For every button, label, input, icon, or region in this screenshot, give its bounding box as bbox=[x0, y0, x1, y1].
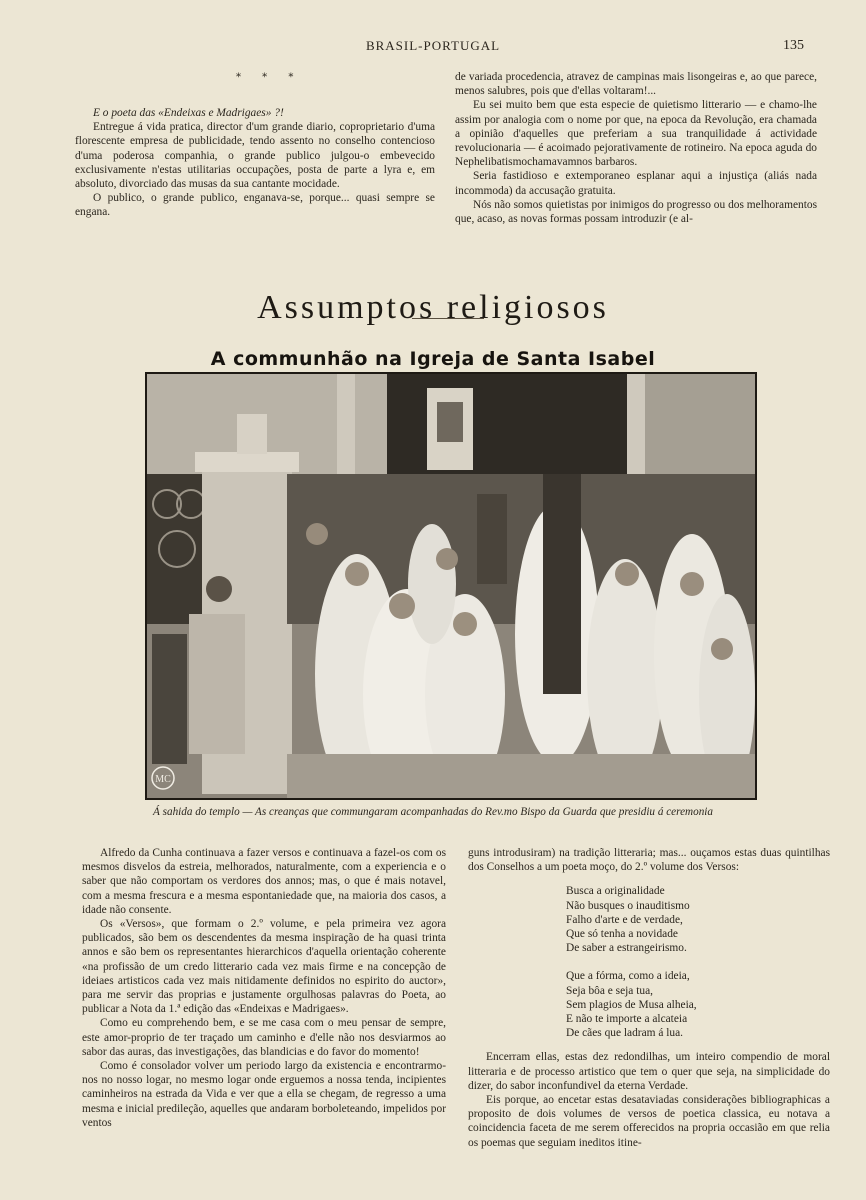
poem-verse: Que só tenha a novidade bbox=[566, 928, 678, 941]
paragraph: Seria fastidioso e extemporaneo esplanar aqui a injustiça (aliás nada incommoda) da accusação gratuita. bbox=[455, 170, 817, 197]
paragraph: de variada procedencia, atravez de campinas mais lisongeiras e, ao que parece, menos salubres, pois que d'ellas voltaram!... bbox=[455, 71, 817, 98]
church-exit-photograph bbox=[145, 372, 757, 800]
paragraph: Eu sei muito bem que esta especie de quietismo litterario — e chamo-lhe assim por analogia com o nome por que, na epoca da Revolução, era chamada a opinião d'aquelles que preferiam a sua tranquilidade á actividade revolucionaria — é acoimado pejorativamente de rotineiro. Na epoca aguda do Nephelibatismochamavamnos barbaros. bbox=[455, 99, 817, 169]
paragraph: Alfredo da Cunha continuava a fazer versos e continuava a fazel-os com os mesmos disvelos da estreia, melhorados, naturalmente, com a experiencia e o saber que não comportam os verdores dos annos; mas, o que é mais notavel, com a mesma frescura e a mesma espontaniedade que, na maioria dos casos, a idade não consente. bbox=[82, 847, 446, 916]
poem-verse: De cães que ladram á lua. bbox=[566, 1027, 684, 1040]
poem-verse: E não te importe a alcateia bbox=[566, 1013, 688, 1026]
page-number: 135 bbox=[783, 38, 804, 53]
running-title: BRASIL-PORTUGAL bbox=[365, 38, 501, 53]
paragraph: Encerram ellas, estas dez redondilhas, um inteiro compendio de moral litteraria e de processo artistico que tem o quer que seja, na simplicidade do dizer, do sabor inconfundivel da eterna Verdade. bbox=[468, 1051, 830, 1092]
top-right-column bbox=[455, 70, 817, 226]
title-rule bbox=[412, 318, 484, 319]
stanza-gap bbox=[566, 955, 830, 969]
poem bbox=[566, 884, 830, 1040]
paragraph: O publico, o grande publico, enganava-se, porque... quasi sempre se engana. bbox=[75, 192, 435, 219]
poem-verse: Falho d'arte e de verdade, bbox=[566, 913, 683, 926]
poem-verse: Que a fórma, como a ideia, bbox=[566, 970, 690, 983]
paragraph: Os «Versos», que formam o 2.º volume, e pela primeira vez agora publicados, são bem os descendentes da mesma inspiração de ha quasi trinta annos e são bem os representantes hierarchicos d'aquella orientação coherente «na profissão de um credo litterario cada vez mais firme e na concepção de ideiaes artisticos cada vez mais nitidamente definidos no espirito do auctor», para me servir das proprias e justamente orgulhosas palavras do Poeta, ao publicar a Nota da 1.ª edição das «Endeixas e Madrigaes». bbox=[82, 918, 446, 1016]
section-title: Assumptos religiosos bbox=[257, 288, 609, 326]
paragraph: E o poeta das «Endeixas e Madrigaes» ?! bbox=[93, 107, 284, 119]
paragraph: Entregue á vida pratica, director d'um grande diario, coproprietario d'uma florescente empresa de publicidade, tendo assento no conselho contencioso d'uma poderosa companhia, o grande publico julgou-o embevecido exclusivamente n'estas utilitarias occupações, posta de parte a lyra e, em absoluto, divorciado das musas da sua cantante mocidade. bbox=[75, 121, 435, 191]
section-separator: * * * bbox=[236, 72, 303, 83]
article-title: A communhão na Igreja de Santa Isabel bbox=[210, 347, 656, 370]
poem-verse: Não busques o inauditismo bbox=[566, 899, 690, 912]
poem-verse: De saber a estrangeirismo. bbox=[566, 942, 687, 955]
paragraph: Nós não somos quietistas por inimigos do progresso ou dos melhoramentos que, acaso, as novas formas possam introduzir (e al- bbox=[455, 198, 817, 226]
bottom-right-column bbox=[468, 846, 830, 1150]
photo-caption: Á sahida do templo — As creanças que commungaram acompanhadas do Rev.mo Bispo da Guarda que presidiu á ceremonia bbox=[152, 806, 714, 818]
paragraph: Como eu comprehendo bem, e se me casa com o meu pensar de sempre, este amor-proprio de ter traçado um caminho e d'elle não nos desviarmos ao sabor das auras, das investigações, das blandicias e do favor do momento! bbox=[82, 1017, 446, 1058]
top-left-column bbox=[75, 106, 435, 220]
paragraph: Eis porque, ao encetar estas desataviadas considerações bibliographicas a proposito de dois volumes de versos de poetica classica, eu notava a coincidencia faceta de me serem offerecidos na propria occasião em que relia os poemas que seguiam ineditos itine- bbox=[468, 1094, 830, 1149]
paragraph: guns introdusiram) na tradição litteraria; mas... ouçamos estas duas quintilhas dos Conselhos a um poeta moço, do 2.º volume dos Versos: bbox=[468, 847, 830, 874]
poem-verse: Sem plagios de Musa alheia, bbox=[566, 998, 697, 1011]
paragraph: Como é consolador volver um periodo largo da existencia e encontrarmo-nos no nosso logar, no mesmo logar onde erguemos a nossa tenda, incipientes caminheiros na estrada da Vida e ver que a ella se chegam, de regresso a uma mesma e inicial predileção, aquelles que andaram borboleteando, impelidos por ventos bbox=[82, 1060, 446, 1129]
poem-verse: Seja bôa e seja tua, bbox=[566, 984, 653, 997]
photo-monogram: MC bbox=[155, 774, 171, 785]
running-head bbox=[0, 38, 866, 54]
poem-verse: Busca a originalidade bbox=[566, 885, 665, 898]
bottom-left-column bbox=[82, 846, 446, 1130]
